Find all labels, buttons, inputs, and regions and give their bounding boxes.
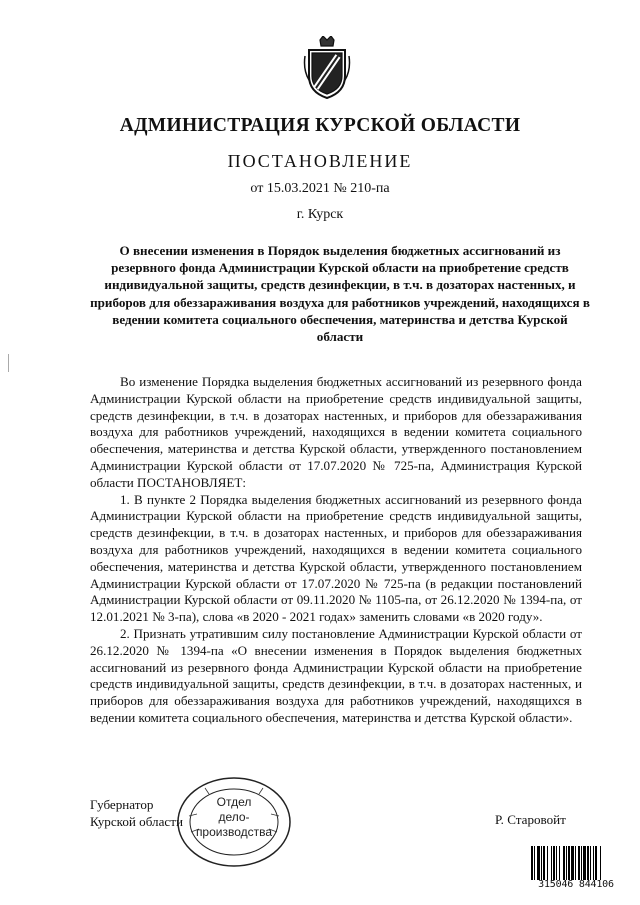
office-stamp bbox=[175, 776, 293, 868]
organization-heading: АДМИНИСТРАЦИЯ КУРСКОЙ ОБЛАСТИ bbox=[119, 115, 521, 136]
margin-mark bbox=[8, 354, 9, 372]
stamp-line-2: дело- bbox=[218, 810, 250, 824]
stamp-line-1: Отдел bbox=[216, 795, 252, 809]
item-2-paragraph: 2. Признать утратившим силу постановление Администрации Курской области от 26.12.2020 № 1394-па «О внесении изменения в Порядок выделения бюджетных ассигнований из резервного фонда Администрации Курской области на приобретение средств индивидуальной защиты, средств дезинфекции, в т.ч. в дозаторах настенных, и приборов для обеззараживания воздуха для работников учреждений, находящихся в ведении комитета социального обеспечения, материнства и детства Курской области». bbox=[90, 625, 582, 725]
stamp-line-3: производства bbox=[195, 825, 273, 839]
signatory-position bbox=[90, 796, 183, 830]
item-1-paragraph: 1. В пункте 2 Порядка выделения бюджетных ассигнований из резервного фонда Администрации Курской области на приобретение средств индивидуальной защиты, средств дезинфекции, в т.ч. в дозаторах настенных, и приборов для обеззараживания воздуха для работников учреждений, находящихся в ведении комитета социального обеспечения, материнства и детства Курской области, утвержденного постановлением Администрации Курской области от 17.07.2020 № 725-па (в редакции постановлений Администрации Курской области от 09.11.2020 № 1105-па, от 26.12.2020 № 1394-па, от 12.01.2021 № 3-па), слова «в 2020 - 2021 годах» заменить словами «в 2020 году». bbox=[90, 491, 582, 625]
document-city: г. Курск bbox=[296, 207, 344, 222]
position-line-2: Курской области bbox=[90, 814, 183, 829]
document-body bbox=[90, 374, 582, 727]
document-barcode bbox=[530, 846, 622, 882]
position-line-1: Губернатор bbox=[90, 797, 154, 812]
signatory-name: Р. Старовойт bbox=[495, 812, 566, 827]
document-type: ПОСТАНОВЛЕНИЕ bbox=[227, 151, 413, 171]
coat-of-arms-emblem bbox=[303, 36, 351, 100]
preamble-paragraph: Во изменение Порядка выделения бюджетных ассигнований из резервного фонда Администрации Курской области на приобретение средств индивидуальной защиты, средств дезинфекции, в т.ч. в дозаторах настенных, и приборов для обеззараживания воздуха для работников учреждений, находящихся в ведении комитета социального обеспечения, материнства и детства Курской области, утвержденного постановлением Администрации Курской области от 17.07.2020 № 725-па, Администрация Курской области ПОСТАНОВЛЯЕТ: bbox=[90, 374, 582, 490]
document-title: О внесении изменения в Порядок выделения бюджетных ассигнований из резервного фонда Администрации Курской области на приобретение средств индивидуальной защиты, средств дезинфекции, в т.ч. в дозаторах настенных, и приборов для обеззараживания воздуха для работников учреждений, находящихся в ведении комитета социального обеспечения, материнства и детства Курской области bbox=[90, 243, 590, 345]
document-date-number: от 15.03.2021 № 210-па bbox=[250, 181, 390, 196]
barcode-number: 315046 844106 bbox=[538, 879, 614, 890]
